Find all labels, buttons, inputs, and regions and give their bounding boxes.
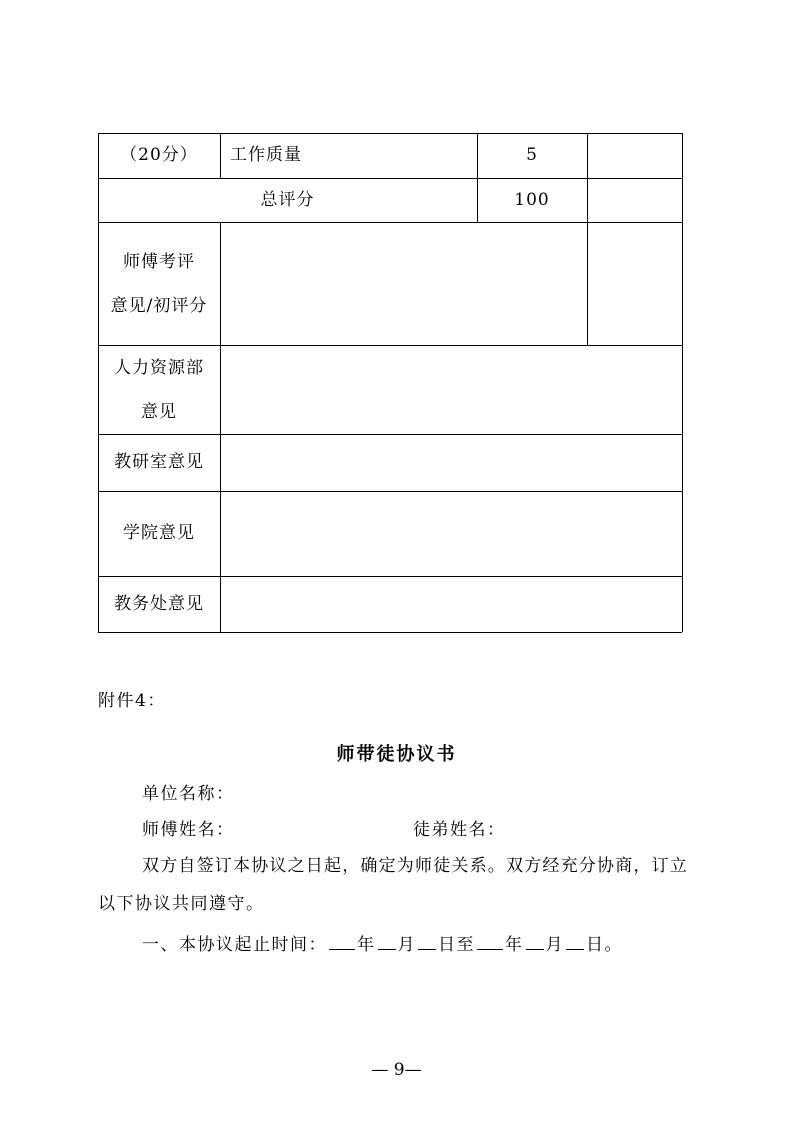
apprentice-name-label: 徒弟姓名： bbox=[413, 820, 506, 840]
day2-blank bbox=[566, 934, 584, 950]
agreement-title: 师带徒协议书 bbox=[336, 744, 457, 765]
total-score-value: 100 bbox=[514, 189, 550, 210]
row1-item: 工作质量 bbox=[230, 145, 302, 165]
day-to-text: 日至 bbox=[438, 935, 475, 955]
unit-name-label: 单位名称： bbox=[142, 784, 235, 804]
total-score-label: 总评分 bbox=[260, 189, 315, 210]
master-review-label bbox=[98, 222, 220, 345]
year2-text: 年 bbox=[505, 935, 524, 955]
table-line bbox=[220, 222, 221, 632]
month2-blank bbox=[526, 934, 544, 950]
clause-term-prefix: 一、本协议起止时间： bbox=[142, 935, 327, 955]
master-review-label-line2: 意见/初评分 bbox=[110, 295, 208, 316]
teaching-office-opinion-label: 教研室意见 bbox=[114, 452, 204, 472]
row1-extra bbox=[587, 133, 682, 178]
month2-text: 月 bbox=[545, 935, 564, 955]
row1-label: （20分） bbox=[120, 145, 198, 165]
attachment-label: 附件4： bbox=[98, 691, 166, 711]
clause-term bbox=[142, 934, 623, 954]
college-opinion-label: 学院意见 bbox=[123, 523, 195, 543]
hr-opinion-label-line2: 意见 bbox=[141, 401, 177, 422]
hr-opinion-label bbox=[98, 345, 220, 434]
academic-affairs-opinion-label: 教务处意见 bbox=[114, 593, 204, 614]
paragraph-line: 双方自签订本协议之日起，确定为师徒关系。双方经充分协商，订立 bbox=[142, 856, 688, 876]
day-blank bbox=[418, 934, 436, 950]
master-review-label-line1: 师傅考评 bbox=[123, 251, 195, 272]
master-name-label: 师傅姓名： bbox=[142, 820, 235, 840]
hr-opinion-label-line1: 人力资源部 bbox=[114, 357, 204, 378]
year-text: 年 bbox=[357, 935, 376, 955]
total-score-extra bbox=[587, 178, 682, 222]
month-text: 月 bbox=[397, 935, 416, 955]
year-blank bbox=[329, 934, 355, 950]
day2-text: 日。 bbox=[586, 935, 623, 955]
page-number: — 9— bbox=[371, 1060, 422, 1080]
table-line bbox=[682, 133, 683, 632]
month-blank bbox=[378, 934, 396, 950]
table-line bbox=[98, 632, 682, 633]
paragraph-line: 以下协议共同遵守。 bbox=[98, 894, 265, 914]
row1-score: 5 bbox=[526, 145, 538, 165]
year2-blank bbox=[477, 934, 503, 950]
